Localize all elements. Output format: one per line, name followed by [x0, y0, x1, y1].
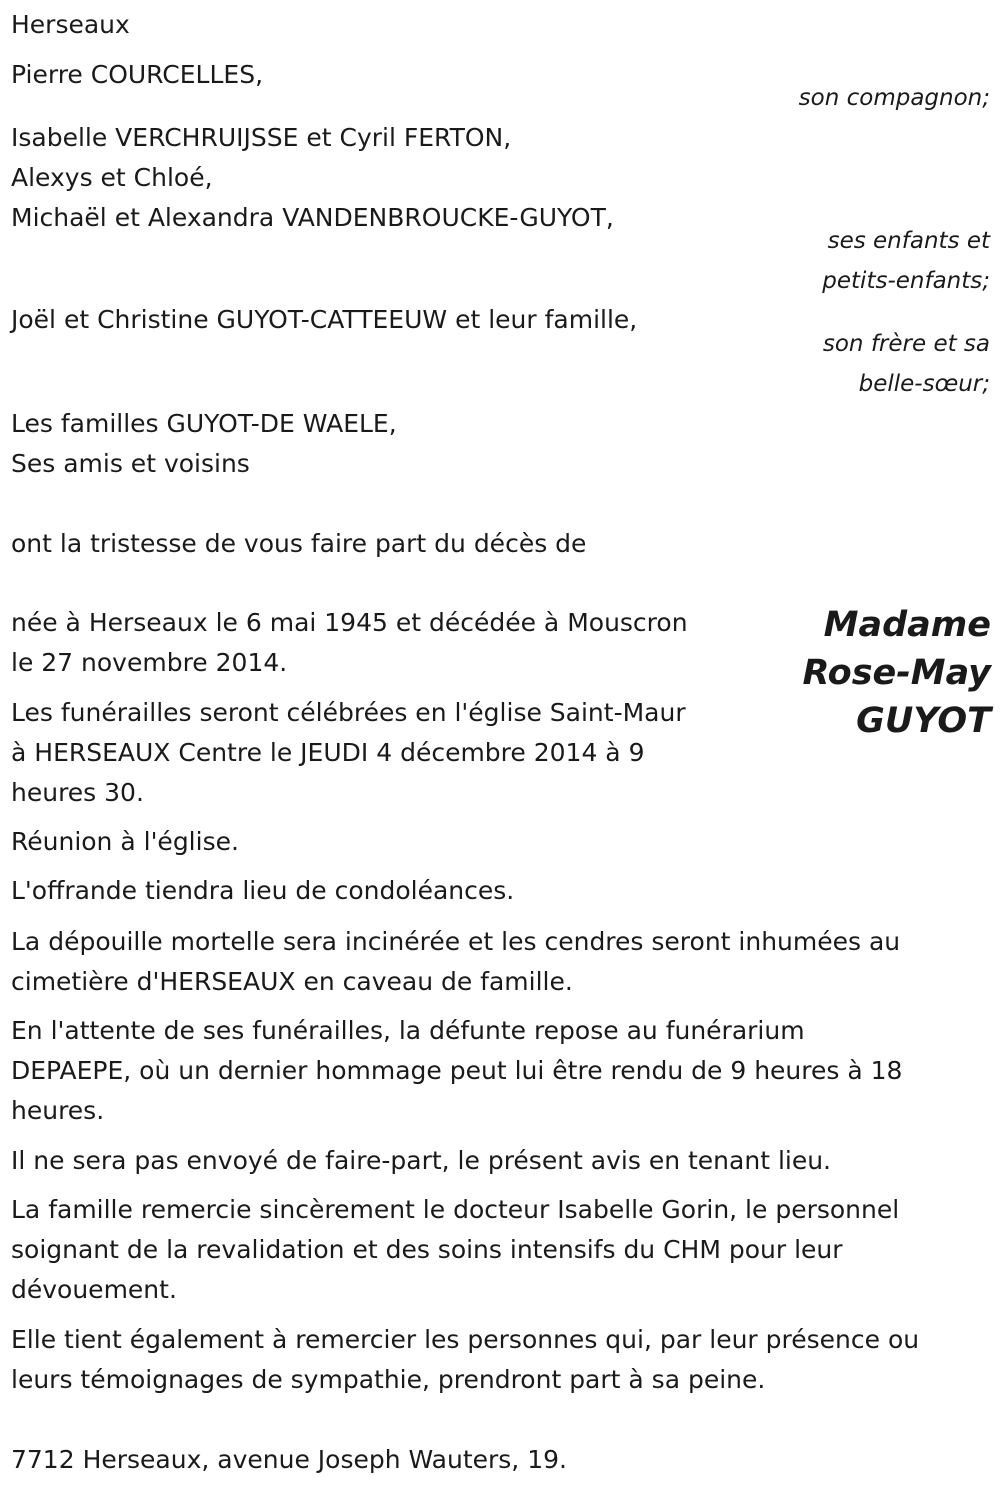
- birth-line: le 27 novembre 2014.: [11, 648, 288, 677]
- deceased-name: [731, 601, 991, 745]
- thanks-doctor-line: soignant de la revalidation et des soins intensifs du CHM pour leur: [11, 1235, 843, 1264]
- no-card-paragraph: Il ne sera pas envoyé de faire-part, le présent avis en tenant lieu.: [11, 1146, 832, 1175]
- birth-line: née à Herseaux le 6 mai 1945 et décédée à Mouscron: [11, 608, 688, 637]
- children-line: Alexys et Chloé,: [11, 163, 213, 192]
- thanks-doctor-line: La famille remercie sincèrement le docteur Isabelle Gorin, le personnel: [11, 1195, 900, 1224]
- others-block: [11, 404, 397, 484]
- thanks-people-line: leurs témoignages de sympathie, prendront part à sa peine.: [11, 1365, 766, 1394]
- children-line: Michaël et Alexandra VANDENBROUCKE-GUYOT,: [11, 203, 614, 232]
- sibling-role-line: belle-sœur;: [858, 371, 990, 397]
- offering-paragraph: L'offrande tiendra lieu de condoléances.: [11, 876, 515, 905]
- funeral-line: Les funérailles seront célébrées en l'église Saint-Maur: [11, 698, 686, 727]
- children-line: Isabelle VERCHRUIJSSE et Cyril FERTON,: [11, 123, 512, 152]
- children-role-line: ses enfants et: [827, 228, 990, 254]
- deceased-name-line: Rose-May: [802, 653, 991, 693]
- announcement: ont la tristesse de vous faire part du décès de: [11, 529, 587, 558]
- thanks-doctor-line: dévouement.: [11, 1275, 177, 1304]
- children-role: [822, 221, 990, 301]
- repose-line: DEPAEPE, où un dernier hommage peut lui être rendu de 9 heures à 18: [11, 1056, 903, 1085]
- sibling-name: Joël et Christine GUYOT-CATTEEUW et leur famille,: [11, 305, 638, 334]
- sibling-role-line: son frère et sa: [822, 331, 990, 357]
- city-header: Herseaux: [11, 10, 130, 39]
- remains-line: cimetière d'HERSEAUX en caveau de famille.: [11, 967, 573, 996]
- funeral-line: heures 30.: [11, 778, 144, 807]
- others-line: Les familles GUYOT-DE WAELE,: [11, 409, 397, 438]
- remains-paragraph: [11, 922, 900, 1002]
- meeting-paragraph: Réunion à l'église.: [11, 827, 239, 856]
- funeral-paragraph: [11, 693, 686, 813]
- address: 7712 Herseaux, avenue Joseph Wauters, 19.: [11, 1445, 567, 1474]
- others-line: Ses amis et voisins: [11, 449, 250, 478]
- birth-paragraph: [11, 603, 688, 683]
- thanks-people-line: Elle tient également à remercier les personnes qui, par leur présence ou: [11, 1325, 920, 1354]
- companion-name: Pierre COURCELLES,: [11, 60, 264, 89]
- funeral-line: à HERSEAUX Centre le JEUDI 4 décembre 2014 à 9: [11, 738, 645, 767]
- remains-line: La dépouille mortelle sera incinérée et les cendres seront inhumées au: [11, 927, 901, 956]
- thanks-people-paragraph: [11, 1320, 919, 1400]
- sibling-role: [823, 324, 990, 404]
- companion-role: son compagnon;: [798, 85, 990, 111]
- thanks-doctor-paragraph: [11, 1190, 899, 1310]
- deceased-name-line: Madame: [823, 605, 991, 645]
- children-block: [11, 118, 614, 238]
- repose-paragraph: [11, 1011, 902, 1131]
- repose-line: heures.: [11, 1096, 105, 1125]
- deceased-name-line: GUYOT: [856, 701, 991, 741]
- children-role-line: petits-enfants;: [822, 268, 990, 294]
- repose-line: En l'attente de ses funérailles, la défunte repose au funérarium: [11, 1016, 805, 1045]
